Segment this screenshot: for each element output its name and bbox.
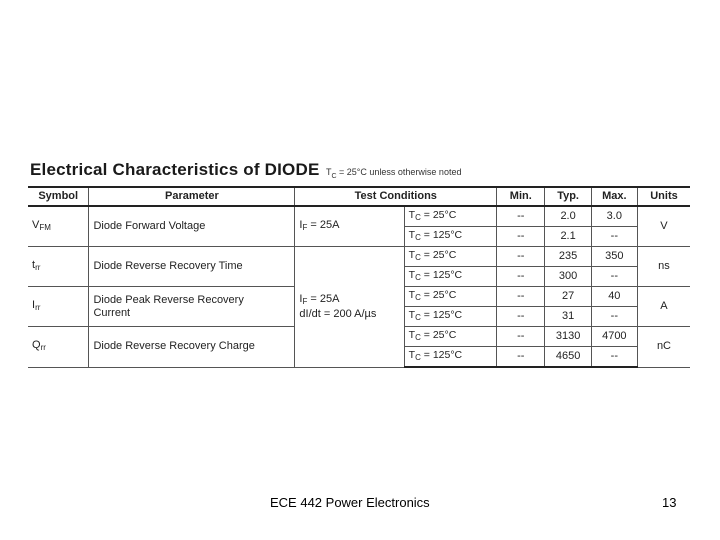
header-units: Units xyxy=(637,187,690,206)
max-cell: 4700 xyxy=(591,327,637,347)
typ-cell: 27 xyxy=(545,287,591,307)
symbol-cell: $t_{rr}$ xyxy=(28,247,89,287)
min-cell: -- xyxy=(497,287,545,307)
max-cell: 40 xyxy=(591,287,637,307)
parameter-cell: Diode Reverse Recovery Charge xyxy=(89,327,295,368)
units-cell: nC xyxy=(637,327,690,368)
units-cell: V xyxy=(637,206,690,247)
max-cell: -- xyxy=(591,267,637,287)
max-cell: 3.0 xyxy=(591,206,637,227)
temperature-cell: $T_C = 25^\circ C$ xyxy=(404,327,496,347)
condition-cell: $I_F = 25A$ dI/dt = 200 A/µs xyxy=(295,247,404,368)
section-heading xyxy=(30,160,680,184)
max-cell: -- xyxy=(591,227,637,247)
parameter-cell: Diode Peak Reverse Recovery Current xyxy=(89,287,295,327)
temperature-cell: $T_C = 125^\circ C$ xyxy=(404,347,496,368)
temperature-cell: $T_C = 125^\circ C$ xyxy=(404,307,496,327)
symbol-cell: $I_{rr}$ xyxy=(28,287,89,327)
max-cell: -- xyxy=(591,307,637,327)
typ-cell: 31 xyxy=(545,307,591,327)
max-cell: -- xyxy=(591,347,637,368)
parameter-cell: Diode Forward Voltage xyxy=(89,206,295,247)
temperature-cell: $T_C = 25^\circ C$ xyxy=(404,287,496,307)
header-test-conditions: Test Conditions xyxy=(295,187,497,206)
min-cell: -- xyxy=(497,347,545,368)
min-cell: -- xyxy=(497,267,545,287)
typ-cell: 300 xyxy=(545,267,591,287)
header-max: Max. xyxy=(591,187,637,206)
temperature-cell: $T_C = 25^\circ C$ xyxy=(404,206,496,227)
typ-cell: 4650 xyxy=(545,347,591,368)
footer-course-title: ECE 442 Power Electronics xyxy=(270,495,430,510)
page-number: 13 xyxy=(662,495,677,510)
temperature-cell: $T_C = 125^\circ C$ xyxy=(404,227,496,247)
parameter-cell: Diode Reverse Recovery Time xyxy=(89,247,295,287)
max-cell: 350 xyxy=(591,247,637,267)
min-cell: -- xyxy=(497,247,545,267)
symbol-cell: $Q_{rr}$ xyxy=(28,327,89,368)
symbol-cell: $V_{FM}$ xyxy=(28,206,89,247)
characteristics-table xyxy=(28,186,690,368)
min-cell: -- xyxy=(497,227,545,247)
min-cell: -- xyxy=(497,327,545,347)
header-min: Min. xyxy=(497,187,545,206)
units-cell: A xyxy=(637,287,690,327)
conditions-note: $T_C = 25^\circ C$ unless otherwise noted xyxy=(325,167,462,180)
units-cell: ns xyxy=(637,247,690,287)
page-title: Electrical Characteristics of DIODE xyxy=(30,160,320,179)
table-row xyxy=(28,206,690,227)
header-typ: Typ. xyxy=(545,187,591,206)
min-cell: -- xyxy=(497,206,545,227)
typ-cell: 2.0 xyxy=(545,206,591,227)
min-cell: -- xyxy=(497,307,545,327)
header-parameter: Parameter xyxy=(89,187,295,206)
temperature-cell: $T_C = 125^\circ C$ xyxy=(404,267,496,287)
condition-cell: $I_F = 25A$ xyxy=(295,206,404,247)
typ-cell: 235 xyxy=(545,247,591,267)
table-header-row xyxy=(28,187,690,206)
header-symbol: Symbol xyxy=(28,187,89,206)
temperature-cell: $T_C = 25^\circ C$ xyxy=(404,247,496,267)
table-row xyxy=(28,247,690,267)
typ-cell: 2.1 xyxy=(545,227,591,247)
typ-cell: 3130 xyxy=(545,327,591,347)
